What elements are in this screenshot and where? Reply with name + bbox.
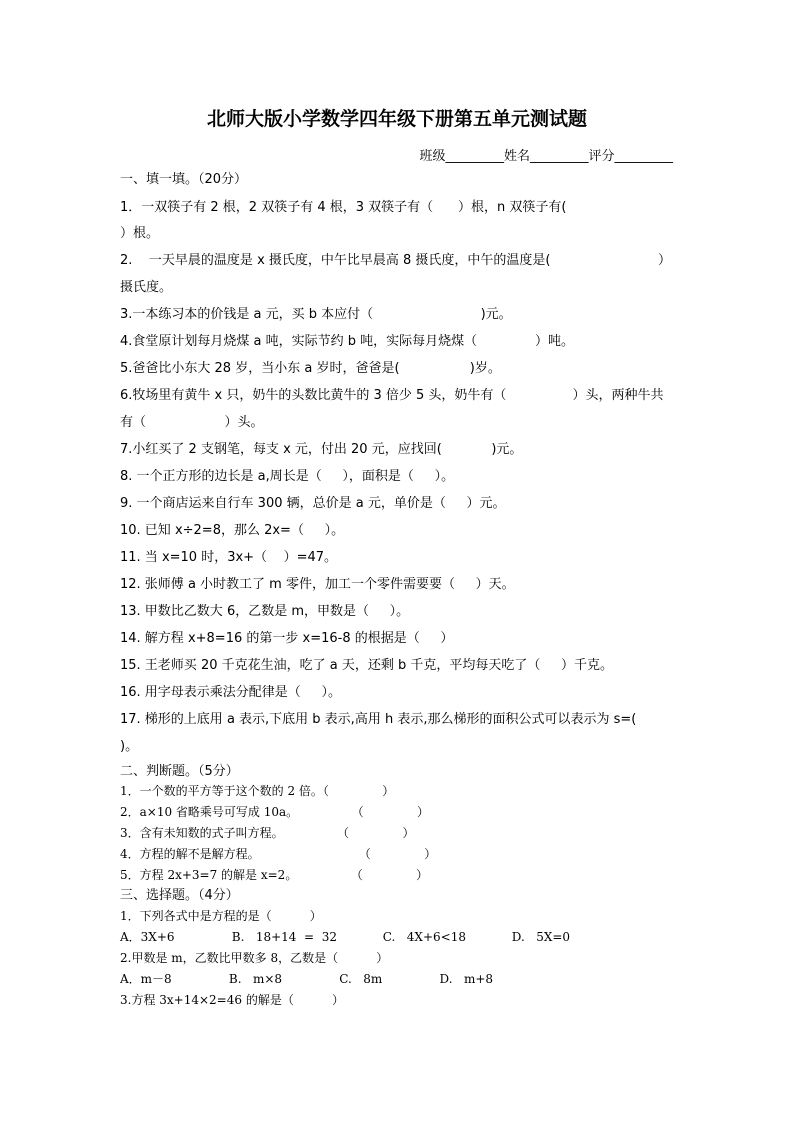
question-line: ）根。 bbox=[120, 226, 160, 241]
question-line: 摄氏度。 bbox=[120, 280, 173, 295]
section-heading-judge: 二、判断题。（5分） bbox=[120, 764, 239, 779]
question-line: 2. 一天早晨的温度是 x 摄氏度，中午比早晨高 8 摄氏度，中午的温度是( ） bbox=[120, 253, 671, 268]
page-title: 北师大版小学数学四年级下册第五单元测试题 bbox=[206, 108, 587, 130]
question-line: 16. 用字母表示乘法分配律是（ ）。 bbox=[120, 685, 341, 700]
question-line: 1．一双筷子有 2 根，2 双筷子有 4 根，3 双筷子有（ ）根，n 双筷子有( bbox=[120, 200, 567, 215]
section-heading-choice: 三、选择题。（4分） bbox=[120, 888, 239, 903]
question-line: 5．方程 2x+3=7 的解是 x=2。 （ ） bbox=[120, 868, 429, 882]
question-line: 2．a×10 省略乘号可写成 10a。 （ ） bbox=[120, 805, 429, 819]
question-line: 3.方程 3x+14×2=46 的解是（ ） bbox=[120, 993, 344, 1007]
question-line: 5.爸爸比小东大 28 岁，当小东 a 岁时，爸爸是( )岁。 bbox=[120, 361, 501, 376]
question-line: 有（ ）头。 bbox=[120, 415, 264, 430]
question-line: 9. 一个商店运来自行车 300 辆，总价是 a 元，单价是（ ）元。 bbox=[120, 496, 506, 511]
question-line: 2.甲数是 m，乙数比甲数多 8，乙数是（ ） bbox=[120, 951, 389, 965]
question-line: 1．一个数的平方等于这个数的 2 倍。（ ） bbox=[120, 784, 395, 798]
question-line: 7.小红买了 2 支钢笔，每支 x 元，付出 20 元，应找回( )元。 bbox=[120, 442, 523, 457]
question-line: 3．含有未知数的式子叫方程。 （ ） bbox=[120, 826, 415, 840]
question-line: 14. 解方程 x+8=16 的第一步 x=16-8 的根据是（ ） bbox=[120, 631, 454, 646]
question-line: 11. 当 x=10 时，3x+（ ）=47。 bbox=[120, 550, 338, 565]
question-line: 6.牧场里有黄牛 x 只，奶牛的头数比黄牛的 3 倍少 5 头，奶牛有（ ）头，两种牛共 bbox=[120, 388, 664, 403]
question-line: 17. 梯形的上底用 a 表示,下底用 b 表示,高用 h 表示,那么梯形的面积公式可以表示为 s=( bbox=[120, 712, 637, 727]
question-line: 10. 已知 x÷2=8，那么 2x=（ ）。 bbox=[120, 523, 345, 538]
question-line: )。 bbox=[120, 739, 139, 754]
question-line: 1．下列各式中是方程的是（ ） bbox=[120, 909, 322, 923]
question-options: A．m－8 B. m×8 C. 8m D. m+8 bbox=[120, 972, 494, 986]
question-line: 4．方程的解不是解方程。 （ ） bbox=[120, 847, 437, 861]
question-line: 13. 甲数比乙数大 6，乙数是 m，甲数是（ ）。 bbox=[120, 604, 410, 619]
question-line: 3.一本练习本的价钱是 a 元，买 b 本应付（ )元。 bbox=[120, 307, 512, 322]
question-line: 4.食堂原计划每月烧煤 a 吨，实际节约 b 吨，实际每月烧煤（ ）吨。 bbox=[120, 334, 575, 349]
question-line: 15. 王老师买 20 千克花生油，吃了 a 天，还剩 b 千克，平均每天吃了（ ）千克。 bbox=[120, 658, 614, 673]
student-info-line: 班级_________姓名_________评分_________ bbox=[419, 149, 673, 164]
question-options: A．3X+6 B. 18+14 = 32 C. 4X+6<18 D. 5X=0 bbox=[120, 930, 571, 944]
section-heading-fill: 一、填一填。（20分） bbox=[120, 172, 248, 187]
question-line: 12. 张师傅 a 小时教工了 m 零件，加工一个零件需要要（ ）天。 bbox=[120, 577, 515, 592]
question-line: 8. 一个正方形的边长是 a,周长是（ ），面积是（ ）。 bbox=[120, 469, 455, 484]
